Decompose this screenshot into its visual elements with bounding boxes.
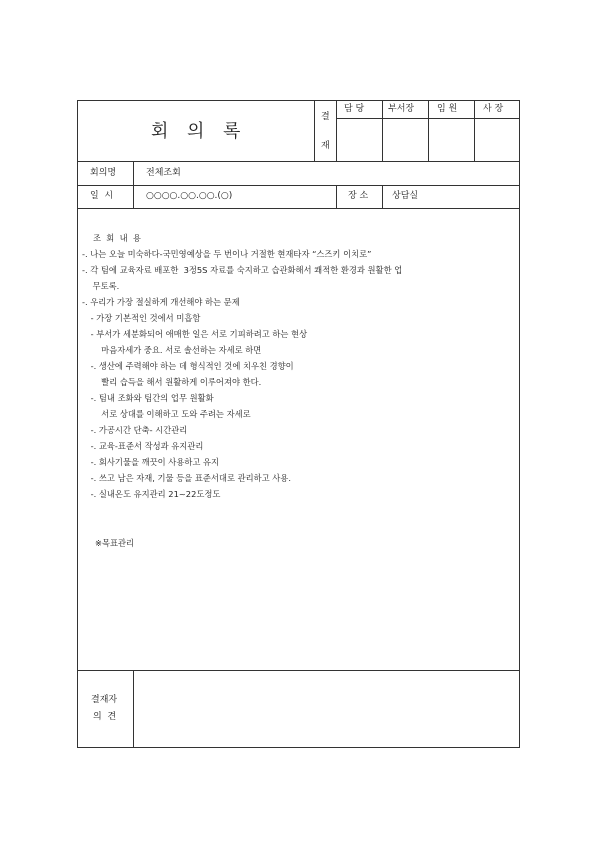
divider-header-bottom xyxy=(77,161,520,162)
approval-col-divider-3 xyxy=(474,100,475,161)
title-char-2: 의 xyxy=(187,121,205,142)
note-text: ※목표관리 xyxy=(95,538,135,548)
approval-left-border xyxy=(314,100,315,161)
title-char-3: 록 xyxy=(223,121,241,142)
divider-content-bottom xyxy=(77,670,520,671)
place-label-left-divider xyxy=(336,185,337,208)
meeting-name-value: 전체조회 xyxy=(146,168,181,178)
place-label-right-divider xyxy=(382,185,383,208)
minutes-form xyxy=(77,100,520,748)
content-line: -. 팀내 조화와 팀간의 업무 원활화 xyxy=(88,393,214,403)
content-line: -. 교육-표준서 작성과 유지관리 xyxy=(88,441,204,451)
content-line: -. 생산에 주력해야 하는 데 형식적인 것에 치우친 경향이 xyxy=(88,361,294,371)
approval-col-divider-2 xyxy=(428,100,429,161)
approval-label-bottom: 재 xyxy=(321,141,330,151)
content-line: 무토록. xyxy=(82,281,120,291)
date-label: 일 시 xyxy=(90,191,114,201)
opinion-label-divider xyxy=(133,670,134,748)
place-label: 장 소 xyxy=(348,191,369,201)
content-line: - 부서가 세분화되어 애매한 일은 서로 기피하려고 하는 현상 xyxy=(88,329,308,339)
divider-name-bottom xyxy=(77,185,520,186)
title-char-1: 회 xyxy=(151,121,169,142)
opinion-label-line1: 결재자 xyxy=(91,695,118,705)
content-line: 마음자세가 중요. 서로 솔선하는 자세로 하면 xyxy=(88,345,262,355)
place-value: 상담실 xyxy=(392,191,419,201)
content-line: -. 실내온도 유지관리 21~22도정도 xyxy=(88,489,221,499)
approval-role-president: 사 장 xyxy=(483,104,504,114)
content-heading: 조 회 내 용 xyxy=(93,233,141,243)
label-column-divider xyxy=(133,161,134,208)
opinion-label-line2: 의 견 xyxy=(93,712,117,722)
approval-col-divider-1 xyxy=(382,100,383,161)
approval-role-staff: 담 당 xyxy=(344,104,365,114)
content-line: -. 나는 오늘 미숙하다-국민영예상을 두 번이나 거절한 현재타자 “스즈키 이치로” xyxy=(82,249,372,259)
content-line: -. 회사기물을 깨끗이 사용하고 유지 xyxy=(88,457,220,467)
content-line: 서로 상대를 이해하고 도와 주려는 자세로 xyxy=(88,409,251,419)
content-line: -. 각 팀에 교육자료 배포한 3정5S 자료를 숙지하고 습관화해서 쾌적한 환경과 원활한 업 xyxy=(82,265,403,275)
meeting-name-label: 회의명 xyxy=(90,168,117,178)
approval-role-dept-head: 부서장 xyxy=(388,104,415,114)
content-line: -. 우리가 가장 절실하게 개선해야 하는 문제 xyxy=(82,297,240,307)
content-line: - 가장 기본적인 것에서 미흡함 xyxy=(88,313,201,323)
approval-role-executive: 임 원 xyxy=(437,104,458,114)
content-line: 빨리 습득을 해서 원활하게 이루어져야 한다. xyxy=(88,377,262,387)
date-value: ○○○○.○○.○○.(○) xyxy=(146,191,233,201)
approval-label-divider xyxy=(336,100,337,161)
content-line: -. 쓰고 남은 자재, 기물 등을 표준서대로 관리하고 사용. xyxy=(88,473,291,483)
content-line: -. 가공시간 단축- 시간관리 xyxy=(88,425,188,435)
approval-label-top: 결 xyxy=(321,112,330,122)
divider-date-bottom xyxy=(77,208,520,209)
